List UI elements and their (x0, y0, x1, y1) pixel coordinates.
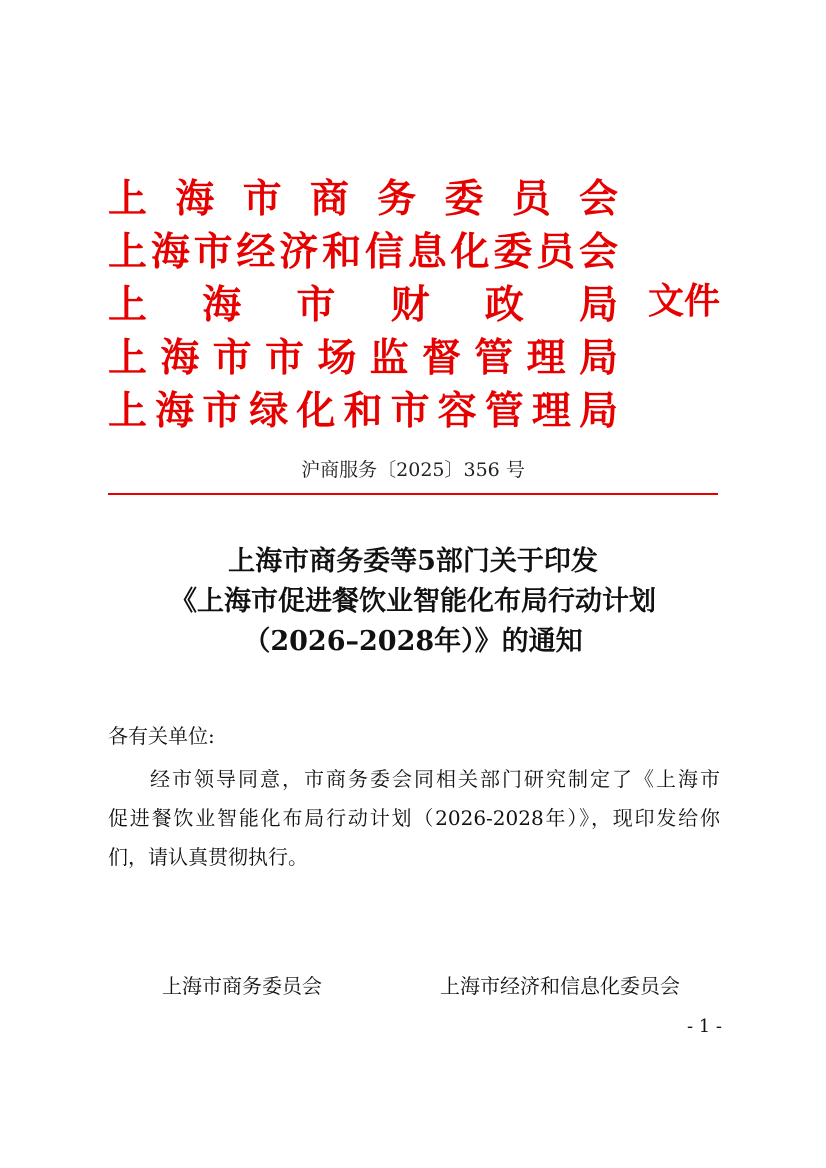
issuer-char: 场 (317, 335, 357, 381)
issuer-char: 息 (407, 229, 447, 275)
issuer-char: 员 (511, 176, 551, 222)
issuer-block (108, 176, 618, 434)
issuer-char: 海 (150, 229, 190, 275)
issuer-char: 信 (364, 229, 404, 275)
body-line-2: 促进餐饮业智能化布局行动计划（2026-2028年）》，现印发给你 (108, 806, 720, 830)
issuer-char: 市 (212, 335, 252, 381)
issuer-char: 会 (578, 176, 618, 222)
issuer-char: 上 (108, 229, 148, 275)
title-line-1: 上海市商务委等5部门关于印发 (228, 546, 598, 577)
issuer-char: 容 (437, 388, 477, 434)
issuer-char: 局 (578, 335, 618, 381)
issuer-char: 海 (175, 176, 215, 222)
issuer-char: 上 (108, 282, 148, 328)
issuer-char: 监 (369, 335, 409, 381)
issuer-char: 上 (108, 335, 148, 381)
body-paragraph (108, 760, 720, 877)
issuer-char: 管 (484, 388, 524, 434)
issuer-char: 商 (309, 176, 349, 222)
issuer-char: 督 (421, 335, 461, 381)
issuer-char: 和 (322, 229, 362, 275)
document-suffix: 文件 (648, 280, 721, 322)
body-line-1: 经市领导同意，市商务委会同相关部门研究制定了《上海市 (150, 767, 720, 791)
issuer-char: 上 (108, 176, 148, 222)
issuer-char: 经 (236, 229, 276, 275)
issuer-char: 化 (450, 229, 490, 275)
signature-commerce: 上海市商务委员会 (162, 974, 322, 998)
red-divider (108, 493, 718, 495)
issuer-char: 海 (160, 335, 200, 381)
issuer-commerce (108, 176, 618, 222)
issuer-char: 化 (296, 388, 336, 434)
issuer-char: 务 (377, 176, 417, 222)
issuer-char: 济 (279, 229, 319, 275)
issuer-char: 上 (108, 388, 148, 434)
issuer-char: 局 (578, 388, 618, 434)
issuer-char: 理 (531, 388, 571, 434)
issuer-market-supervision (108, 335, 618, 381)
issuer-char: 会 (578, 229, 618, 275)
issuer-char: 绿 (249, 388, 289, 434)
title-line-2: 《上海市促进餐饮业智能化布局行动计划 (170, 586, 656, 617)
title-line-3: （2026–2028年）》的通知 (243, 626, 583, 657)
issuer-char: 委 (493, 229, 533, 275)
issuer-char: 海 (202, 282, 242, 328)
salutation: 各有关单位: (108, 724, 215, 748)
issuer-char: 市 (193, 229, 233, 275)
issuer-char: 委 (444, 176, 484, 222)
document-title (0, 542, 826, 662)
issuer-char: 政 (484, 282, 524, 328)
issuer-char: 市 (296, 282, 336, 328)
issuer-char: 理 (526, 335, 566, 381)
page-number: - 1 - (686, 1016, 722, 1037)
issuer-greening (108, 388, 618, 434)
issuer-finance (108, 282, 618, 328)
signature-economy-it: 上海市经济和信息化委员会 (440, 974, 680, 998)
body-line-3: 们，请认真贯彻执行。 (108, 845, 308, 869)
issuer-char: 员 (536, 229, 576, 275)
issuer-char: 管 (474, 335, 514, 381)
issuer-char: 市 (202, 388, 242, 434)
issuer-char: 和 (343, 388, 383, 434)
issuer-economy-it (108, 229, 618, 275)
issuer-char: 海 (155, 388, 195, 434)
issuer-char: 局 (578, 282, 618, 328)
issuer-char: 财 (390, 282, 430, 328)
document-number: 沪商服务〔2025〕356 号 (301, 459, 525, 481)
issuer-char: 市 (264, 335, 304, 381)
issuer-char: 市 (242, 176, 282, 222)
issuer-char: 市 (390, 388, 430, 434)
